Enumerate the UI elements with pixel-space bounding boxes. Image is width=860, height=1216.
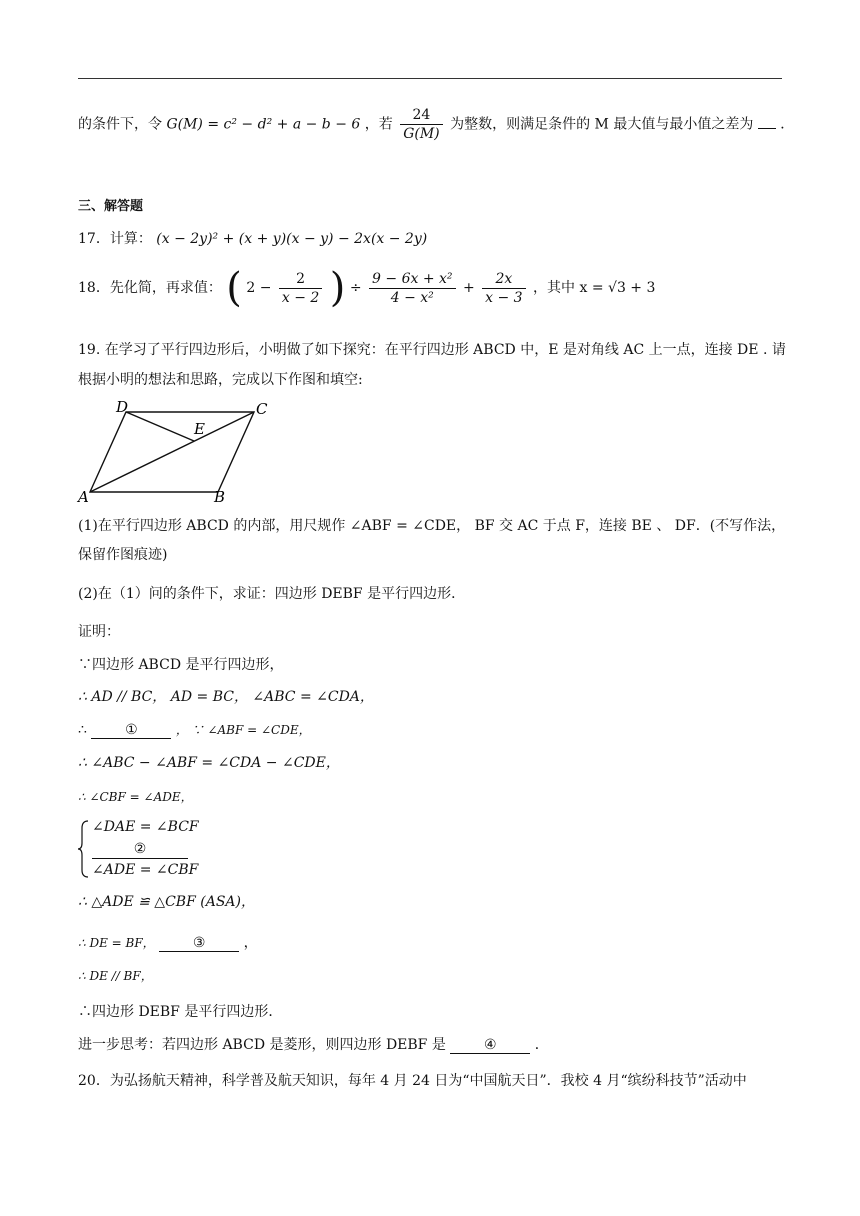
label-d: D	[116, 398, 129, 416]
segment-de	[126, 412, 194, 441]
q18-frac3-num: 2x	[482, 270, 525, 289]
q18	[78, 265, 656, 311]
q18-op2: +	[462, 280, 475, 296]
label-e: E	[194, 420, 205, 438]
q19-intro-2: 根据小明的想法和思路，完成以下作图和填空:	[78, 372, 363, 388]
q17-expr: (x − 2y)² + (x + y)(x − y) − 2x(x − 2y)	[156, 231, 428, 247]
q18-frac2-den: 4 − x²	[390, 289, 434, 306]
header-rule	[78, 78, 782, 79]
diagonal-ac	[90, 412, 254, 492]
blank-4[interactable]	[450, 1037, 530, 1054]
q19-intro-1: 19. 在学习了平行四边形后，小明做了如下探究：在平行四边形 ABCD 中，E 是对角线 AC 上一点，连接 DE . 请	[78, 342, 786, 358]
q17-label: 17．计算：	[78, 231, 152, 247]
proof-step-3	[78, 720, 311, 740]
q20: 20．为弘扬航天精神，科学普及航天知识，每年 4 月 24 日为“中国航天日”．我校 4 月“缤纷科技节”活动中	[78, 1073, 747, 1089]
q18-lparen: (	[226, 265, 242, 311]
proof-step-1: ∵四边形 ABCD 是平行四边形，	[78, 657, 284, 673]
proof-step-8: ∴ DE // BF，	[78, 969, 153, 983]
q17	[78, 229, 427, 249]
q18-label: 18．先化简，再求值：	[78, 280, 222, 296]
blank-1[interactable]	[91, 722, 171, 739]
label-a: A	[78, 488, 89, 506]
blank-2[interactable]: ②	[92, 840, 188, 859]
further-thought	[78, 1035, 549, 1055]
q18-frac1-num: 2	[279, 270, 322, 289]
proof-step-2: ∴ AD // BC， AD = BC， ∠ABC = ∠CDA，	[78, 689, 374, 705]
label-c: C	[256, 400, 268, 418]
q18-frac3-den: x − 3	[485, 289, 523, 306]
q18-tail: ，其中 x = √3 + 3	[533, 280, 656, 296]
q19-part2: (2)在（1）问的条件下，求证：四边形 DEBF 是平行四边形．	[78, 586, 466, 602]
q16-answer-blank[interactable]	[758, 128, 776, 129]
q18-op1: ÷	[349, 280, 362, 296]
parallelogram-figure	[74, 396, 274, 506]
further-end: ．	[534, 1037, 549, 1053]
q18-frac2	[369, 270, 455, 307]
label-b: B	[214, 488, 226, 506]
q16-middle: ，若	[364, 116, 393, 133]
q18-lead: 2 −	[246, 280, 272, 296]
q18-frac1-den: x − 2	[281, 289, 320, 306]
q18-frac2-num: 9 − 6x + x²	[369, 270, 455, 289]
proof-step-3-therefore: ∴	[78, 722, 87, 738]
q16-end: ．	[780, 116, 795, 133]
proof-step-7-b: ，	[243, 935, 258, 951]
blank-1-marker: ①	[125, 722, 138, 738]
blank-4-marker: ④	[484, 1037, 497, 1053]
blank-3-marker: ③	[192, 935, 206, 951]
proof-step-4: ∴ ∠ABC − ∠ABF = ∠CDA − ∠CDE，	[78, 755, 340, 771]
q16-formula: G(M) = c² − d² + a − b − 6	[166, 116, 361, 133]
further-text: 进一步思考：若四边形 ABCD 是菱形，则四边形 DEBF 是	[78, 1037, 446, 1053]
q19-part1-a: (1)在平行四边形 ABCD 的内部，用尺规作 ∠ABF = ∠CDE， BF 交 AC 于点 F，连接 BE 、 DF．(不写作法，	[78, 518, 786, 534]
proof-step-5: ∴ ∠CBF = ∠ADE，	[78, 790, 193, 804]
section-title: 三、解答题	[78, 199, 144, 214]
proof-label: 证明：	[78, 624, 120, 640]
proof-step-7	[78, 933, 258, 953]
proof-step-6: ∴ △ADE ≌ △CBF (ASA)，	[78, 894, 255, 910]
q16-tail-line	[78, 106, 794, 143]
q16-suffix: 为整数，则满足条件的 M 最大值与最小值之差为	[450, 116, 754, 133]
q18-rparen: )	[329, 265, 346, 311]
left-brace	[78, 820, 90, 878]
q16-fraction	[400, 106, 442, 143]
blank-3[interactable]	[159, 935, 239, 952]
q16-frac-den: G(M)	[403, 126, 440, 142]
proof-step-7-a: ∴ DE = BF，	[78, 936, 155, 950]
q16-prefix: 的条件下，令	[78, 116, 162, 133]
system-row-1: ∠DAE = ∠BCF	[92, 819, 199, 835]
q18-frac3	[482, 270, 525, 307]
q16-frac-num: 24	[400, 106, 442, 125]
proof-step-3-rest: ， ∵ ∠ABF = ∠CDE，	[175, 723, 311, 737]
system-row-3: ∠ADE = ∠CBF	[92, 862, 199, 878]
q19-part1-b: 保留作图痕迹)	[78, 547, 168, 563]
q18-frac1	[279, 270, 322, 307]
proof-step-9: ∴四边形 DEBF 是平行四边形．	[78, 1004, 283, 1020]
